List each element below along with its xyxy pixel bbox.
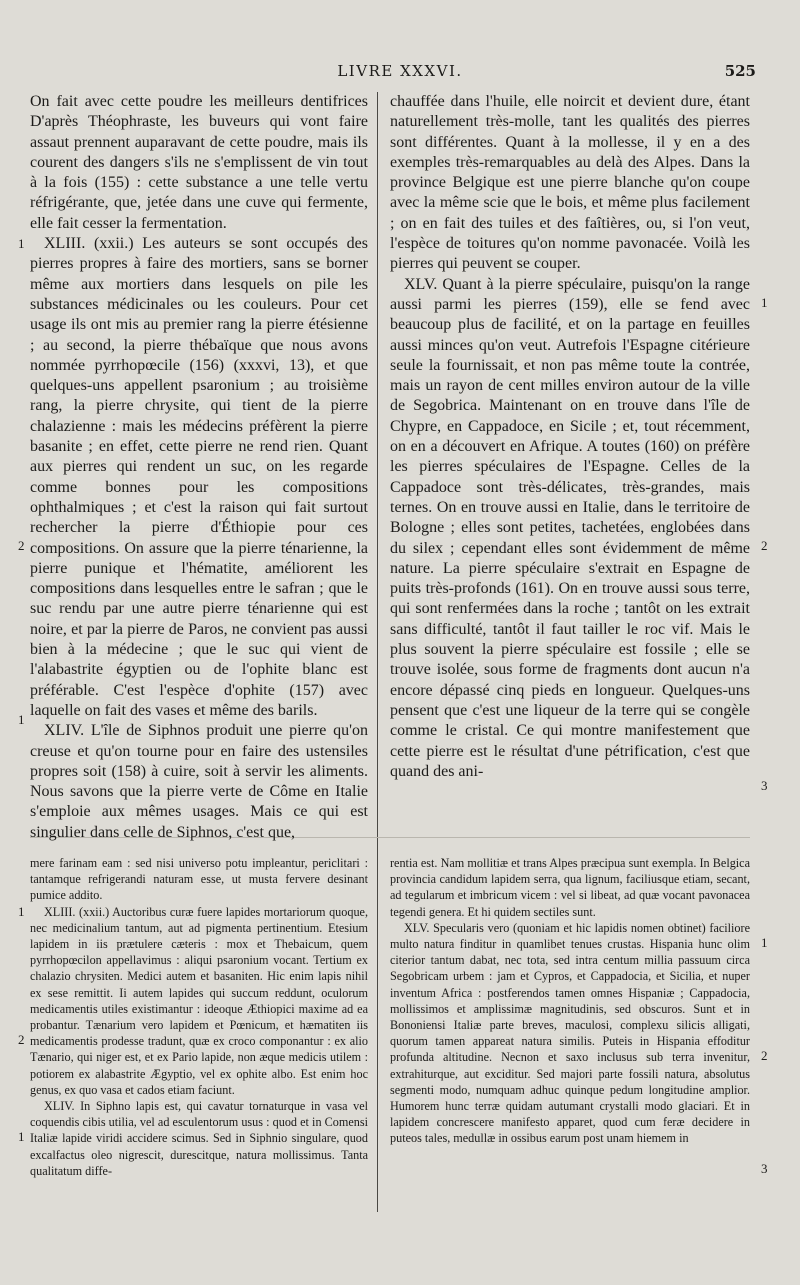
french-paragraph: XLIV. L'île de Siphnos produit une pierre qu'on creuse et qu'on tourne pour en faire des ustensiles propres soit (158) à cuire, soit à servir les aliments. Nous savons que la pierre verte de Côme en Italie s'emploie aux mêmes usages. Mais ce qui est singulier dans celle de Siphnos, c'est que, [30,722,368,841]
section-margin-number: 1 [18,712,25,727]
column-divider [377,92,378,1212]
latin-text-right-column [390,855,750,1147]
section-margin-number: 1 [761,935,768,950]
french-paragraph: XLIII. (xxii.) Les auteurs se sont occupés des pierres propres à faire des mortiers, sans se borner même aux mortiers dans lesquels on pile les substances médicinales ou les couleurs. Pour cet usage ils ont mis au premier rang la pierre étésienne ; au second, la pierre thébaïque que nous avons nommée pyrrhopœcile (156) (xxxvi, 13), et que quelques-uns appellent psaronium ; au troisième rang, la pierre chrysite, qui tient de la pierre chalazienne : mais les médecins préfèrent la pierre basanite ; en effet, cette pierre ne rend rien. Quant aux pierres qui rendent un suc, on les regarde comme bonnes pour les compositions ophthalmiques ; et c'est la raison qui fait surtout rechercher la pierre d'Éthiopie pour ces compositions. On assure que la pierre ténarienne, la pierre punique et l'hématite, améliorent les compositions dans lesquelles entre le safran ; que le suc rendu par une autre pierre ténarienne qui est noire, et par la pierre de Paros, ne convient pas aussi bien à la médecine ; que le suc qui vient de l'alabastrite égyptien ou de l'ophite blanc est préférable. C'est l'espèce d'ophite (157) avec laquelle on fait des vases et même des barils. [30,235,368,719]
book-title: LIVRE XXXVI. [337,62,463,80]
french-text-right-column [390,92,750,782]
french-paragraph: XLV. Quant à la pierre spéculaire, puisqu'on la range aussi parmi les pierres (159), elle se fend avec beaucoup plus de facilité, et on la partage en feuilles aussi minces qu'on veut. Autrefois l'Espagne citérieure seule la fournissait, et non pas même toute la contrée, mais un rayon de cent milles environ autour de la ville de Segobrica. Maintenant on en trouve dans l'île de Chypre, en Cappadoce, en Sicile ; et, tout récemment, on en a découvert en Afrique. A toutes (160) on préfère les pierres spéculaires de l'Espagne. Celles de la Cappadoce sont très-délicates, très-grandes, mais ternes. On en trouve aussi en Italie, dans le territoire de Bologne ; elles sont petites, tachetées, englobées dans du silex ; cependant elles sont évidemment de même nature. La pierre spéculaire s'extrait en Espagne de puits très-profonds (161). On en trouve aussi sous terre, qui sont renfermées dans la roche ; tantôt on les extrait sans difficulté, tantôt il faut tailler le roc vif. Mais le plus souvent la pierre spéculaire est fossile ; elle se trouve isolée, sous forme de fragments dont aucun n'a encore dépassé cinq pieds en longueur. Quelques-uns pensent que c'est une liqueur de la terre qui se congèle comme le cristal. Ce qui montre manifestement que cette pierre est le résultat d'une pétrification, c'est que quand des ani- [390,275,750,780]
latin-paragraph: rentia est. Nam mollitiæ et trans Alpes præcipua sunt exempla. In Belgica provincia candidum lapidem serra, qua lignum, faciliusque etiam, secant, ad tegularum et imbricum vicem : vel si libeat, ad quæ vocant pavonacea tegendi genera. Et hi quidem sectiles sunt. [390,856,750,919]
section-margin-number: 1 [18,236,25,251]
section-margin-number: 2 [761,538,768,553]
section-margin-number: 2 [18,538,25,553]
running-header [0,62,800,86]
section-margin-number: 2 [761,1048,768,1063]
latin-paragraph: mere farinam eam : sed nisi universo potu impleantur, periclitari : tantamque refrigerandi naturam esse, ut musta fervere desinant pumice addito. [30,856,368,903]
section-margin-number: 1 [761,295,768,310]
latin-paragraph: XLIV. In Siphno lapis est, qui cavatur tornaturque in vasa vel coquendis cibis utilia, vel ad esculentorum usus : quod et in Comensi Italiæ lapide viridi accidere scimus. Sed in Siphnio singulare, quod excalfactus oleo nigrescit, durescitque, natura mollissimus. Tanta qualitatum diffe- [30,1099,368,1178]
section-margin-number: 1 [18,1129,25,1144]
section-margin-number: 2 [18,1032,25,1047]
french-paragraph: On fait avec cette poudre les meilleurs dentifrices D'après Théophraste, les buveurs qui vont faire assaut prennent auparavant de cette poudre, mais ils courent des dangers s'ils ne s'emplissent de vin tout à la fois (155) : cette substance a une telle vertu réfrigérante, que, jetée dans une cuve qui fermente, elle fait cesser la fermentation. [30,93,368,232]
latin-paragraph: XLIII. (xxii.) Auctoribus curæ fuere lapides mortariorum quoque, nec medicinalium tantum, aut ad pigmenta pertinentium. Etesium lapidem in iis prætulere cæteris : mox et Thebaicum, quem pyrrhopœcilon appellavimus : aliqui psaronium vocant. Tertium ex chalazio chrysiten. Medici autem et basaniten. Hic enim lapis nihil ex sese remittit. Ii autem lapides qui succum reddunt, oculorum medicamentis utiles existimantur : ideoque Æthiopici maxime ad ea probantur. Tænarium vero lapidem et Pœnicum, et hæmatiten iis medicamentis prodesse tradunt, quæ ex croco componantur : ex alio Tænario, qui niger est, et ex Pario lapide, non æque medicis utilem : potiorem ex alabastrite Ægyptio, vel ex ophite albo. Est enim hoc genus, ex quo vasa et cados etiam faciunt. [30,904,368,1097]
french-text-left-column [30,92,368,843]
french-paragraph: chauffée dans l'huile, elle noircit et devient dure, étant naturellement très-molle, tant les qualités des pierres sont différentes. Quant à la mollesse, il y en a des exemples très-remarquables au delà des Alpes. Dans la province Belgique est une pierre blanche qu'on coupe avec la même scie que le bois, et même plus facilement ; on en fait des tuiles et des faîtières, ou, si l'on veut, l'espèce de toitures qu'on nomme pavonacée. Voilà les pierres qui peuvent se couper. [390,93,750,273]
latin-paragraph: XLV. Specularis vero (quoniam et hic lapidis nomen obtinet) faciliore multo natura finditur in quamlibet tenues crustas. Hispania hunc olim citerior tantum dabat, nec tota, sed intra centum millia passuum circa Segobricam urbem : jam et Cypros, et Cappadocia, et Sicilia, et nuper inventum Africa : postferendos tamen omnes Hispaniæ ; Cappadocia, mollissimos et amplissimæ magnitudinis, sed obscuros. Sunt et in Bononiensi Italiæ parte breves, maculosi, complexu silicis alligati, quorum tamen appareat natura similis. Puteis in Hispania effoditur profunda altitudine. Necnon et saxo inclusus sub terra invenitur, extrahiturque, aut exciditur. Sed majori parte fossili natura, absolutus segmenti modo, numquam adhuc quinque pedum longitudine amplior. Humorem hunc terræ quidam autumant crystalli modo glaciari. Et in lapidem concrescere manifesto apparet, quod cum feræ decidere in puteos tales, medullæ in ossibus earum post unam hiemem in [390,920,750,1146]
page-number: 525 [724,62,756,80]
section-margin-number: 3 [761,1161,768,1176]
section-margin-number: 1 [18,904,25,919]
section-margin-number: 3 [761,778,768,793]
latin-text-left-column [30,855,368,1179]
